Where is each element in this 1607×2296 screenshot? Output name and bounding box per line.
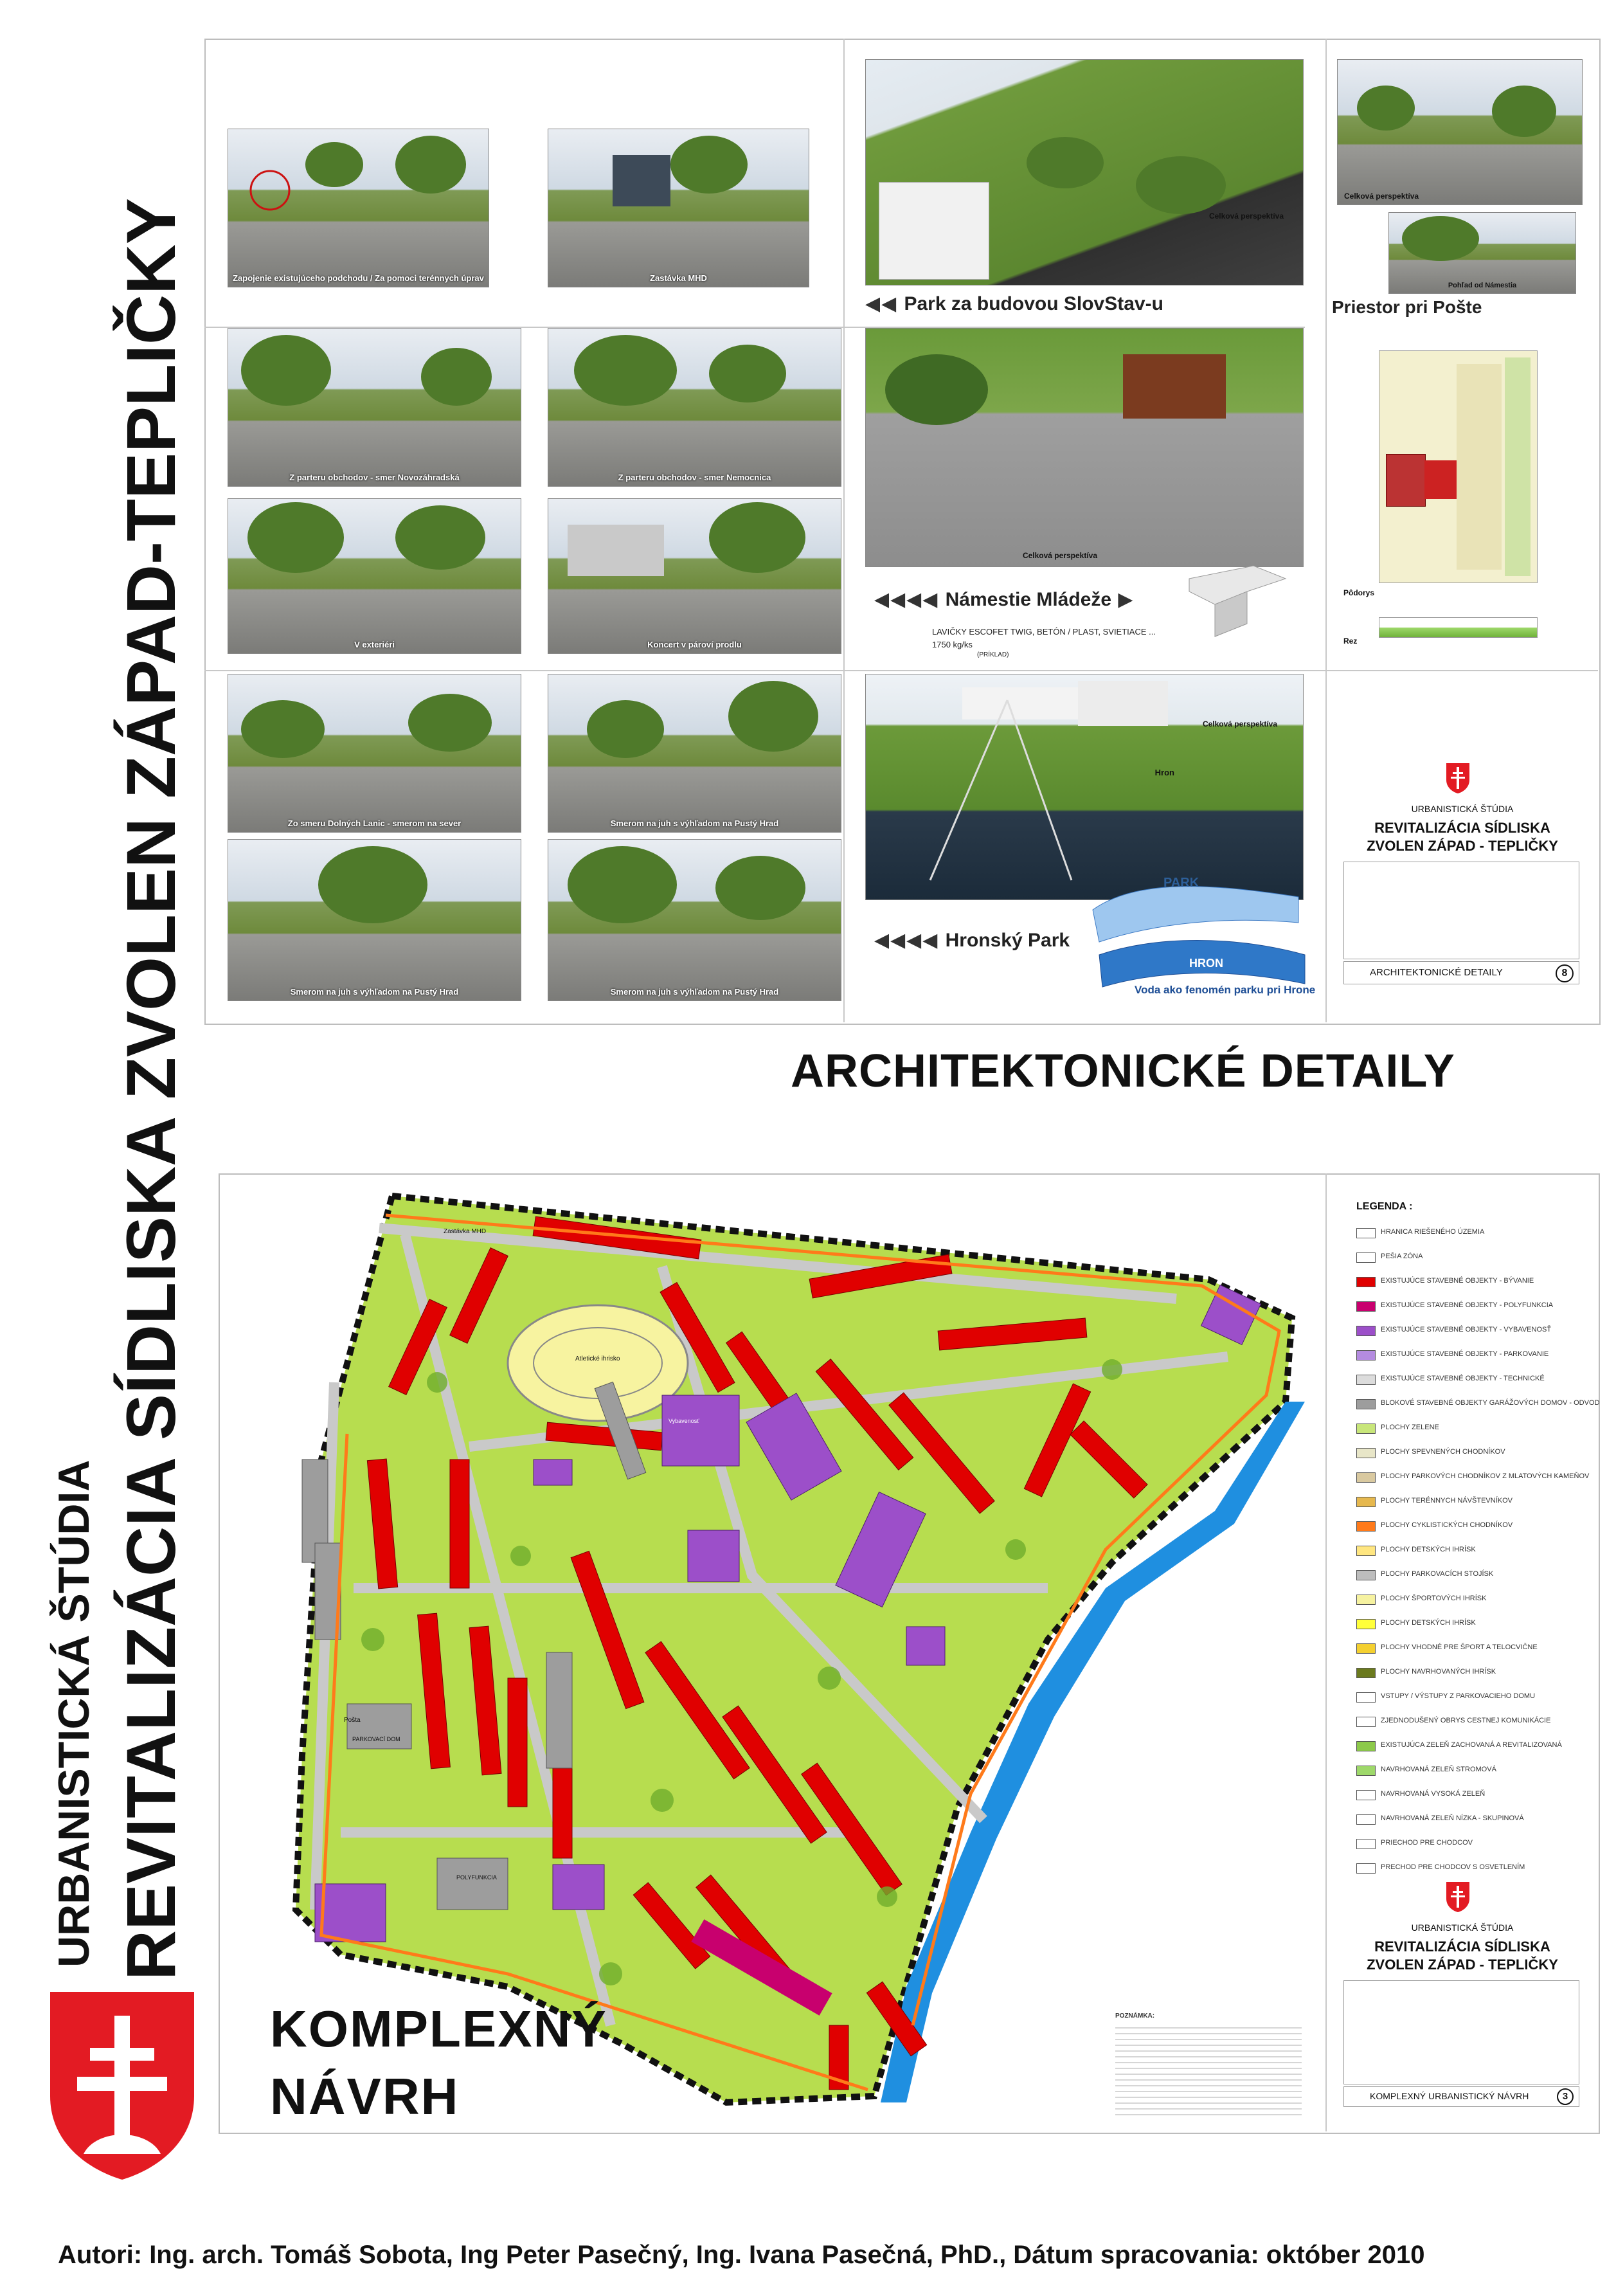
legend-item-label: PLOCHY DETSKÝCH IHRÍSK [1381,1619,1476,1627]
legend-swatch [1356,1619,1376,1629]
titleblock-title2: ZVOLEN ZÁPAD - TEPLIČKY [1367,1957,1558,1973]
posta-render-bottom [1388,212,1576,294]
legend-swatch [1356,1424,1376,1434]
photo-caption: Smerom na juh s výhľadom na Pustý Hrad [610,987,779,997]
plan-notes [1115,2012,1308,2135]
titleblock-org: URBANISTICKÁ ŠTÚDIA [1411,804,1514,814]
legend-item-label: HRANICA RIEŠENÉHO ÚZEMIA [1381,1228,1485,1236]
urban-master-plan-map [276,1189,1318,2122]
sheet-number: 8 [1556,964,1574,982]
legend-item-label: EXISTUJÚCA ZELEŇ ZACHOVANÁ A REVITALIZOVANÁ [1381,1741,1562,1749]
komplex-heading-line1: KOMPLEXNÝ [270,2000,607,2057]
legend-item-label: PLOCHY ZELENE [1381,1424,1439,1431]
titleblock-sheet-name-box [1343,961,1579,984]
legend-swatch [1356,1839,1376,1849]
posta-render-top [1337,59,1583,205]
architectural-details-heading: ARCHITEKTONICKÉ DETAILY [791,1045,1455,1097]
legend-swatch [1356,1497,1376,1507]
photo-caption: Z parteru obchodov - smer Nemocnica [618,473,771,482]
perspective-photo [548,129,809,287]
plan-rez-label: Rez [1343,637,1358,646]
titleblock-title2: ZVOLEN ZÁPAD - TEPLIČKY [1367,838,1558,854]
legend-item-label: PRIECHOD PRE CHODCOV [1381,1839,1473,1847]
render-caption: Celková perspektíva [1022,551,1097,560]
legend-item-label: PLOCHY PARKOVACÍCH STOJÍSK [1381,1570,1494,1578]
divider [1325,39,1327,1022]
legend-swatch [1356,1595,1376,1605]
posta-plan-drawing [1379,350,1538,583]
legend-swatch [1356,1228,1376,1238]
legend-swatch [1356,1546,1376,1556]
legend-item-label: NAVRHOVANÁ ZELEŇ NÍZKA - SKUPINOVÁ [1381,1814,1524,1822]
main-vertical-title: REVITALIZÁCIA SÍDLISKA ZVOLEN ZÁPAD-TEPLIČKY [112,198,190,1980]
legend-swatch [1356,1448,1376,1458]
slovak-emblem-icon [45,1987,199,2183]
sheet-emblem-icon [1445,1881,1471,1913]
legend-swatch [1356,1326,1376,1336]
legend-item-label: NAVRHOVANÁ ZELEŇ STROMOVÁ [1381,1766,1496,1773]
photo-caption: Smerom na juh s výhľadom na Pustý Hrad [610,818,779,828]
bench-description: LAVIČKY ESCOFET TWIG, BETÓN / PLAST, SVIETIACE ... [932,627,1156,637]
legend-item-label: PLOCHY SPEVNENÝCH CHODNÍKOV [1381,1448,1505,1456]
legend-item-label: PLOCHY VHODNÉ PRE ŠPORT A TELOCVIČNE [1381,1643,1538,1651]
bench-weight: 1750 kg/ks [932,640,973,649]
komplex-heading-line2: NÁVRH [270,2068,460,2125]
legend-swatch [1356,1521,1376,1532]
render-caption: Celková perspektíva [1202,719,1277,728]
photo-caption: Z parteru obchodov - smer Novozáhradská [289,473,460,482]
perspective-photo [548,674,841,833]
legend-item-label: PLOCHY NAVRHOVANÝCH IHRÍSK [1381,1668,1496,1676]
render-caption: Celková perspektíva [1208,212,1284,221]
notes-title: POZNÁMKA: [1115,2012,1155,2020]
forward-arrow-icon: ▶ [1111,589,1135,610]
hron-park-render [865,674,1304,900]
park-word: PARK [1163,876,1199,890]
map-label-posta: Pošta [344,1717,361,1724]
map-label-parking: PARKOVACÍ DOM [352,1736,400,1742]
legend-item-label: EXISTUJÚCE STAVEBNÉ OBJEKTY - VYBAVENOSŤ [1381,1326,1552,1333]
park-slovstav-label: ◀◀ Park za budovou SlovStav-u [865,293,1163,314]
perspective-photo [548,328,841,487]
perspective-photo [228,839,521,1001]
perspective-photo [228,498,521,654]
titleblock-title1: REVITALIZÁCIA SÍDLISKA [1374,820,1550,836]
legend-swatch [1356,1790,1376,1800]
namestie-render [865,328,1304,567]
titleblock-title1: REVITALIZÁCIA SÍDLISKA [1374,1939,1550,1955]
photo-caption: Zapojenie existujúceho podchodu / Za pomoci terénnych úprav [233,273,484,283]
legend-swatch [1356,1570,1376,1580]
photo-caption: V exteriéri [354,640,395,649]
photo-caption: Zo smeru Dolných Lanic - smerom na sever [287,818,462,828]
bench-model-icon [1176,553,1292,649]
legend-swatch [1356,1643,1376,1654]
legend-swatch [1356,1766,1376,1776]
legend-item-label: PLOCHY ŠPORTOVÝCH IHRÍSK [1381,1595,1487,1602]
legend-swatch [1356,1692,1376,1703]
legend-item-label: EXISTUJÚCE STAVEBNÉ OBJEKTY - BÝVANIE [1381,1277,1534,1285]
legend-item-label: ZJEDNODUŠENÝ OBRYS CESTNEJ KOMUNIKÁCIE [1381,1717,1551,1724]
voda-text: Voda ako fenomén parku pri Hrone [1135,984,1316,996]
legend-swatch [1356,1350,1376,1360]
park-slovstav-render [865,59,1304,285]
legend [1343,1215,1600,1890]
section-drawing [1379,617,1538,638]
perspective-photo [548,498,841,654]
photo-caption: Zastávka MHD [650,273,707,283]
legend-item-label: EXISTUJÚCE STAVEBNÉ OBJEKTY - POLYFUNKCIA [1381,1301,1554,1309]
hron-word-2: HRON [1189,957,1223,970]
legend-item-label: PLOCHY PARKOVÝCH CHODNÍKOV Z MLATOVÝCH KAMEŇOV [1381,1472,1590,1480]
divider [843,39,845,1022]
perspective-photo [228,328,521,487]
sheet-number: 3 [1557,2088,1574,2105]
posta-label: Priestor pri Pošte [1332,297,1482,317]
legend-item-label: PRECHOD PRE CHODCOV S OSVETLENÍM [1381,1863,1525,1871]
legend-swatch [1356,1399,1376,1409]
divider [1325,1173,1327,2131]
legend-swatch [1356,1252,1376,1263]
legend-swatch [1356,1863,1376,1874]
sheet-emblem-icon [1445,762,1471,794]
legend-item-label: BLOKOVÉ STAVEBNÉ OBJEKTY GARÁŽOVÝCH DOMOV - ODVOD [1381,1399,1600,1407]
photo-caption: Smerom na juh s výhľadom na Pustý Hrad [290,987,459,997]
legend-swatch [1356,1375,1376,1385]
sheet-name: KOMPLEXNÝ URBANISTICKÝ NÁVRH [1370,2091,1529,2101]
legend-item-label: VSTUPY / VÝSTUPY Z PARKOVACIEHO DOMU [1381,1692,1536,1700]
hronsky-park-label: ◀◀◀◀ Hronský Park [874,930,1070,951]
legend-item-label: EXISTUJÚCE STAVEBNÉ OBJEKTY - PARKOVANIE [1381,1350,1549,1358]
back-arrows-icon: ◀◀◀◀ [874,930,946,951]
back-arrows-icon: ◀◀ [865,293,904,314]
render-caption: Celková perspektíva [1344,192,1419,201]
perspective-photo [228,129,489,287]
legend-item-label: PLOCHY DETSKÝCH IHRÍSK [1381,1546,1476,1553]
perspective-photo [228,674,521,833]
legend-swatch [1356,1717,1376,1727]
map-label-polyfunkcia: POLYFUNKCIA [456,1874,497,1881]
sheet-name: ARCHITEKTONICKÉ DETAILY [1370,967,1503,978]
sub-vertical-title: URBANISTICKÁ ŠTÚDIA [49,1460,98,1967]
legend-swatch [1356,1668,1376,1678]
titleblock-info-box [1343,862,1579,959]
bench-note: (PRÍKLAD) [977,651,1009,658]
legend-swatch [1356,1301,1376,1312]
photo-caption: Koncert v pároví prodlu [647,640,742,649]
map-label-zastavka: Zastávka MHD [444,1228,487,1235]
perspective-photo [548,839,841,1001]
map-label-vybavenost: Vybavenosť [669,1418,699,1424]
render-caption: Pohľad od Námestia [1448,282,1517,289]
legend-title: LEGENDA : [1356,1201,1413,1212]
legend-item-label: PLOCHY TERÉNNYCH NÁVŠTEVNÍKOV [1381,1497,1513,1505]
namestie-label: ◀◀◀◀ Námestie Mládeže ▶ [874,589,1135,610]
legend-swatch [1356,1741,1376,1751]
hron-word: Hron [1154,768,1174,777]
authors-footer: Autori: Ing. arch. Tomáš Sobota, Ing Peter Pasečný, Ing. Ivana Pasečná, PhD., Dátum spracovania: október 2010 [58,2241,1425,2269]
legend-swatch [1356,1277,1376,1287]
titleblock-sheet-name-box [1343,2086,1579,2107]
legend-item-label: PLOCHY CYKLISTICKÝCH CHODNÍKOV [1381,1521,1513,1529]
legend-swatch [1356,1814,1376,1825]
map-label-stadium: Atletické ihrisko [575,1355,620,1362]
legend-swatch [1356,1472,1376,1483]
back-arrows-icon: ◀◀◀◀ [874,589,946,610]
legend-item-label: EXISTUJÚCE STAVEBNÉ OBJEKTY - TECHNICKÉ [1381,1375,1545,1382]
titleblock-info-box [1343,1980,1579,2084]
titleblock-org: URBANISTICKÁ ŠTÚDIA [1411,1922,1514,1933]
plan-podorys-label: Pôdorys [1343,588,1375,597]
legend-item-label: NAVRHOVANÁ VYSOKÁ ZELEŇ [1381,1790,1486,1798]
divider [204,670,1598,671]
legend-item-label: PEŠIA ZÓNA [1381,1252,1423,1260]
